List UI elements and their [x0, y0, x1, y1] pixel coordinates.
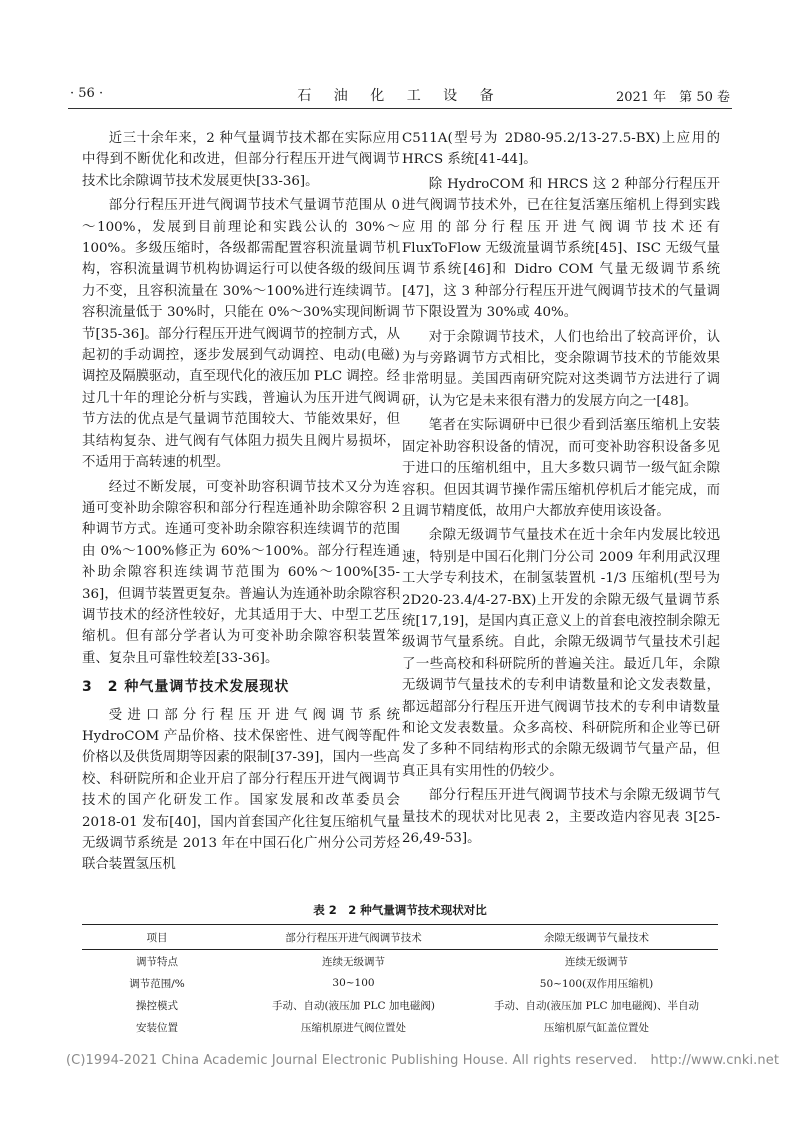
table-row: [82, 972, 718, 994]
column-header: 项目: [146, 931, 168, 944]
table-header-row: [82, 925, 718, 950]
column-header: 部分行程压开进气阀调节技术: [285, 931, 422, 944]
table-cell: 连续无级调节: [322, 955, 385, 968]
right-column: [402, 128, 720, 852]
paragraph: 对于余隙调节技术，人们也给出了较高评价，认为与旁路调节方式相比，变余隙调节技术的节能效果非常明显。美国西南研究院对这类调节方法进行了调研，认为它是未来很有潜力的发展方向之一[48]。: [402, 329, 720, 409]
table-cell: 安装位置: [136, 1021, 178, 1034]
paragraph: 近三十余年来，2 种气量调节技术都在实际应用中得到不断优化和改进，但部分行程压开进气阀调节技术比余隙调节技术发展更快[33-36]。: [82, 131, 400, 189]
table-caption: 表 2 2 种气量调节技术现状对比: [313, 903, 487, 917]
table-cell: 操控模式: [136, 999, 178, 1012]
table-row: [82, 994, 718, 1016]
table-cell: 手动、自动(液压加 PLC 加电磁阀)、半自动: [494, 999, 699, 1012]
copyright-footer: (C)1994-2021 China Academic Journal Electronic Publishing House. All rights reserved. http://www.cnki.net: [66, 1053, 780, 1068]
paragraph: C511A(型号为 2D80-95.2/13-27.5-BX)上应用的 HRCS 系统[41-44]。: [402, 131, 720, 168]
journal-title: 石 油 化 工 设 备: [297, 88, 503, 104]
paragraph: 除 HydroCOM 和 HRCS 这 2 种部分行程压开进气阀调节技术外，已在往复活塞压缩机上得到实践应用的部分行程压开进气阀调节技术还有 FluxToFlow 无级流量调节系统[45]、ISC 无级气量调节系统[46]和 Didro COM 气量无级调节系统[47]，这 3 种部分行程压开进气阀调节技术的气量调节下限设置为 30%或 40%。: [402, 176, 720, 321]
section-heading: 3 2 种气量调节技术发展现状: [82, 679, 290, 696]
table-row: [82, 950, 718, 973]
paragraph: 部分行程压开进气阀调节技术与余隙无级调节气量技术的现状对比见表 2，主要改造内容见表 3[25-26,49-53]。: [402, 788, 720, 846]
issue-info: 2021 年 第 50 卷: [615, 90, 730, 105]
table-cell: 压缩机原进气阀位置处: [301, 1021, 406, 1034]
column-header: 余隙无级调节气量技术: [544, 931, 649, 944]
left-column: [82, 128, 400, 879]
paragraph: 部分行程压开进气阀调节技术气量调节范围从 0～100%，发展到目前理论和实践公认的 30%～100%。多级压缩时，各级都需配置容积流量调节机构，容积流量调节机构协调运行可以使各级的级间压力不变，且容积流量在 30%～100%进行连续调节。容积流量低于 30%时，只能在 0%～30%实现间断调节[35-36]。部分行程压开进气阀调节的控制方式，从起初的手动调控，逐步发展到气动调控、电动(电磁)调控及隔膜驱动，直至现代化的液压加 PLC 调控。经过几十年的理论分析与实践，普遍认为压开进气阀调节方法的优点是气量调节范围较大、节能效果好，但其结构复杂、进气阀有气体阻力损失且阀片易损坏，不适用于高转速的机型。: [82, 198, 400, 471]
table-cell: 调节范围/%: [129, 977, 185, 990]
paragraph: 受进口部分行程压开进气阀调节系统 HydroCOM 产品价格、技术保密性、进气阀等配件价格以及供货周期等因素的限制[37-39]，国内一些高校、科研院所和企业开启了部分行程压开进气阀调节技术的国产化研发工作。国家发展和改革委员会 2018-01 发布[40]，国内首套国产化往复压缩机气量无级调节系统是 2013 年在中国石化广州分公司芳烃联合装置氢压机: [82, 707, 400, 873]
table-cell: 连续无级调节: [565, 955, 628, 968]
table-cell: 50~100(双作用压缩机): [539, 977, 654, 990]
page-number: · 56 ·: [70, 86, 104, 101]
table-cell: 手动、自动(液压加 PLC 加电磁阀): [272, 999, 435, 1012]
table-row: [82, 1016, 718, 1038]
running-header: [68, 84, 732, 109]
comparison-table: [82, 924, 718, 1038]
paragraph: 余隙无级调节气量技术在近十余年内发展比较迅速，特别是中国石化荆门分公司 2009 年利用武汉理工大学专利技术，在制氢装置机 -1/3 压缩机(型号为 2D20-23.4/4-27-BX)上开发的余隙无级气量调节系统[17,19]，是国内真正意义上的首套电液控制余隙无级调节气量系统。自此，余隙无级调节气量技术引起了一些高校和科研院所的普遍关注。最近几年，余隙无级调节气量技术的专利申请数量和论文发表数量，都远超部分行程压开进气阀调节技术的专利申请数量和论文发表数量。众多高校、科研院所和企业等已研发了多种不同结构形式的余隙无级调节气量产品，但真正具有实用性的仍较少。: [402, 528, 720, 779]
paragraph: 经过不断发展，可变补助容积调节技术又分为连通可变补助余隙容积和部分行程连通补助余隙容积 2 种调节方式。连通可变补助余隙容积连续调节的范围由 0%～100%修正为 60%～100%。部分行程连通补助余隙容积连续调节范围为 60%～100%[35-36]，但调节装置更复杂。普遍认为连通补助余隙容积调节技术的经济性较好，尤其适用于大、中型工艺压缩机。但有部分学者认为可变补助余隙容积装置笨重、复杂且可靠性较差[33-36]。: [82, 479, 400, 666]
table-cell: 调节特点: [136, 955, 178, 968]
paragraph: 笔者在实际调研中已很少看到活塞压缩机上安装固定补助容积设备的情况，而可变补助容积设备多见于进口的压缩机组中，且大多数只调节一级气缸余隙容积。但因其调节操作需压缩机停机后才能完成，而且调节精度低，故用户大都放弃使用该设备。: [402, 418, 720, 519]
table-cell: 压缩机原气缸盖位置处: [544, 1021, 649, 1034]
table-cell: 30~100: [332, 977, 375, 989]
